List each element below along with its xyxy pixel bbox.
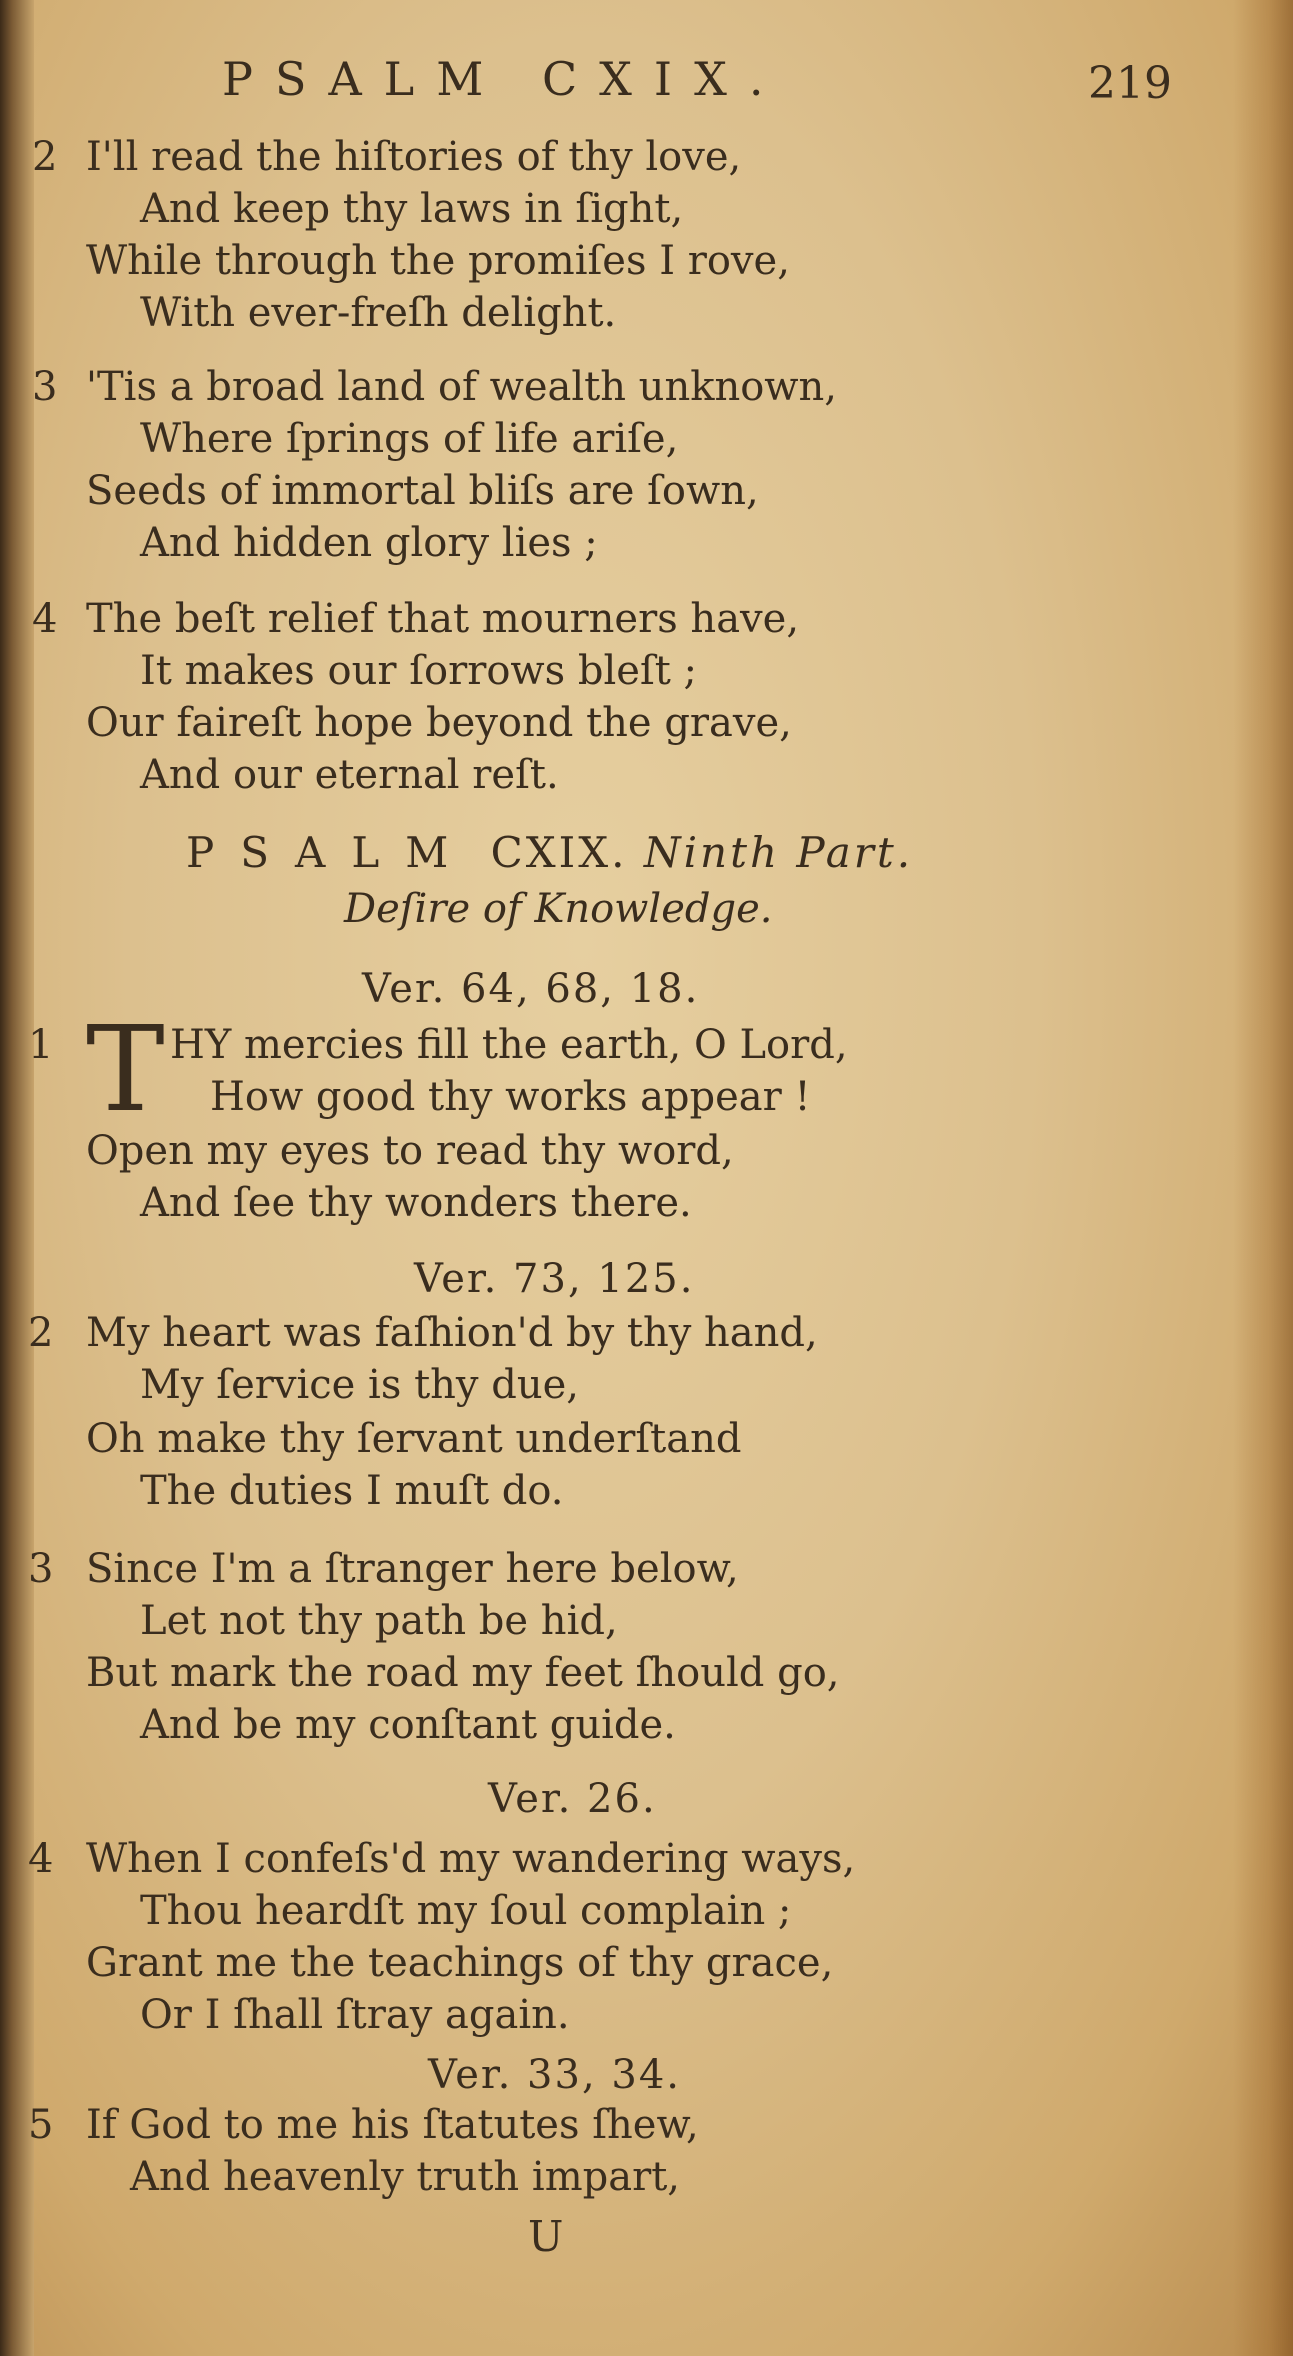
verse-line: Let not thy path be hid, [140,1598,618,1644]
verse-line: And ſee thy wonders there. [140,1180,692,1226]
stanza-number: 2 [32,134,58,180]
verse-line: How good thy works appear ! [210,1074,811,1120]
drop-cap: T [86,1000,165,1138]
verse-line: Where ſprings of life ariſe, [140,416,679,462]
signature-mark: U [528,2212,564,2261]
part-heading-number: CXIX. [490,828,628,877]
page-number: 219 [1088,58,1172,109]
verse-line: The beſt relief that mourners have, [86,596,800,642]
verse-line: Grant me the teachings of thy grace, [86,1940,834,1986]
verse-line: But mark the road my feet ſhould go, [86,1650,840,1696]
part-subtitle: Deſire of Knowledge. [344,886,773,932]
verse-line: With ever-freſh delight. [140,290,617,336]
part-heading-part: Ninth Part. [643,828,914,877]
verse-line: Oh make thy ſervant underſtand [86,1416,742,1462]
stanza-number: 4 [28,1836,54,1882]
stanza-number: 2 [28,1310,54,1356]
verse-line: It makes our ſorrows bleſt ; [140,648,698,694]
stanza-number: 4 [32,596,58,642]
verse-line: When I confeſs'd my wandering ways, [86,1836,856,1882]
page-gutter [0,0,34,2356]
verse-line: Our faireſt hope beyond the grave, [86,700,792,746]
part-heading [186,828,913,877]
verse-reference: Ver. 64, 68, 18. [362,966,700,1012]
verse-line: And heavenly truth impart, [130,2154,680,2200]
stanza-number: 1 [28,1022,54,1068]
verse-line: Or I ſhall ſtray again. [140,1992,570,2038]
verse-reference: Ver. 26. [488,1776,657,1822]
verse-line: HY mercies fill the earth, O Lord, [170,1022,848,1068]
verse-line: Seeds of immortal bliſs are ſown, [86,468,759,514]
verse-reference: Ver. 73, 125. [414,1256,695,1302]
running-head: PSALM CXIX. [222,52,786,106]
verse-line: And hidden glory lies ; [140,520,598,566]
part-heading-psalm: PSALM [186,828,475,877]
verse-line: Since I'm a ſtranger here below, [86,1546,739,1592]
verse-line: And our eternal reſt. [140,752,559,798]
verse-line: My heart was faſhion'd by thy hand, [86,1310,818,1356]
verse-line: Open my eyes to read thy word, [86,1128,734,1174]
stanza-number: 3 [28,1546,54,1592]
verse-line: My ſervice is thy due, [140,1362,579,1408]
stanza-number: 5 [28,2102,54,2148]
verse-line: While through the promiſes I rove, [86,238,790,284]
verse-line: And keep thy laws in ſight, [140,186,684,232]
verse-line: Thou heardſt my ſoul complain ; [140,1888,792,1934]
page-header [0,52,1293,112]
verse-line: I'll read the hiſtories of thy love, [86,134,742,180]
verse-line: The duties I muſt do. [140,1468,564,1514]
stanza-number: 3 [32,364,58,410]
verse-line: And be my conſtant guide. [140,1702,676,1748]
verse-line: If God to me his ſtatutes ſhew, [86,2102,699,2148]
verse-reference: Ver. 33, 34. [428,2052,681,2098]
page-edge-shadow [1233,0,1293,2356]
verse-line: 'Tis a broad land of wealth unknown, [86,364,837,410]
